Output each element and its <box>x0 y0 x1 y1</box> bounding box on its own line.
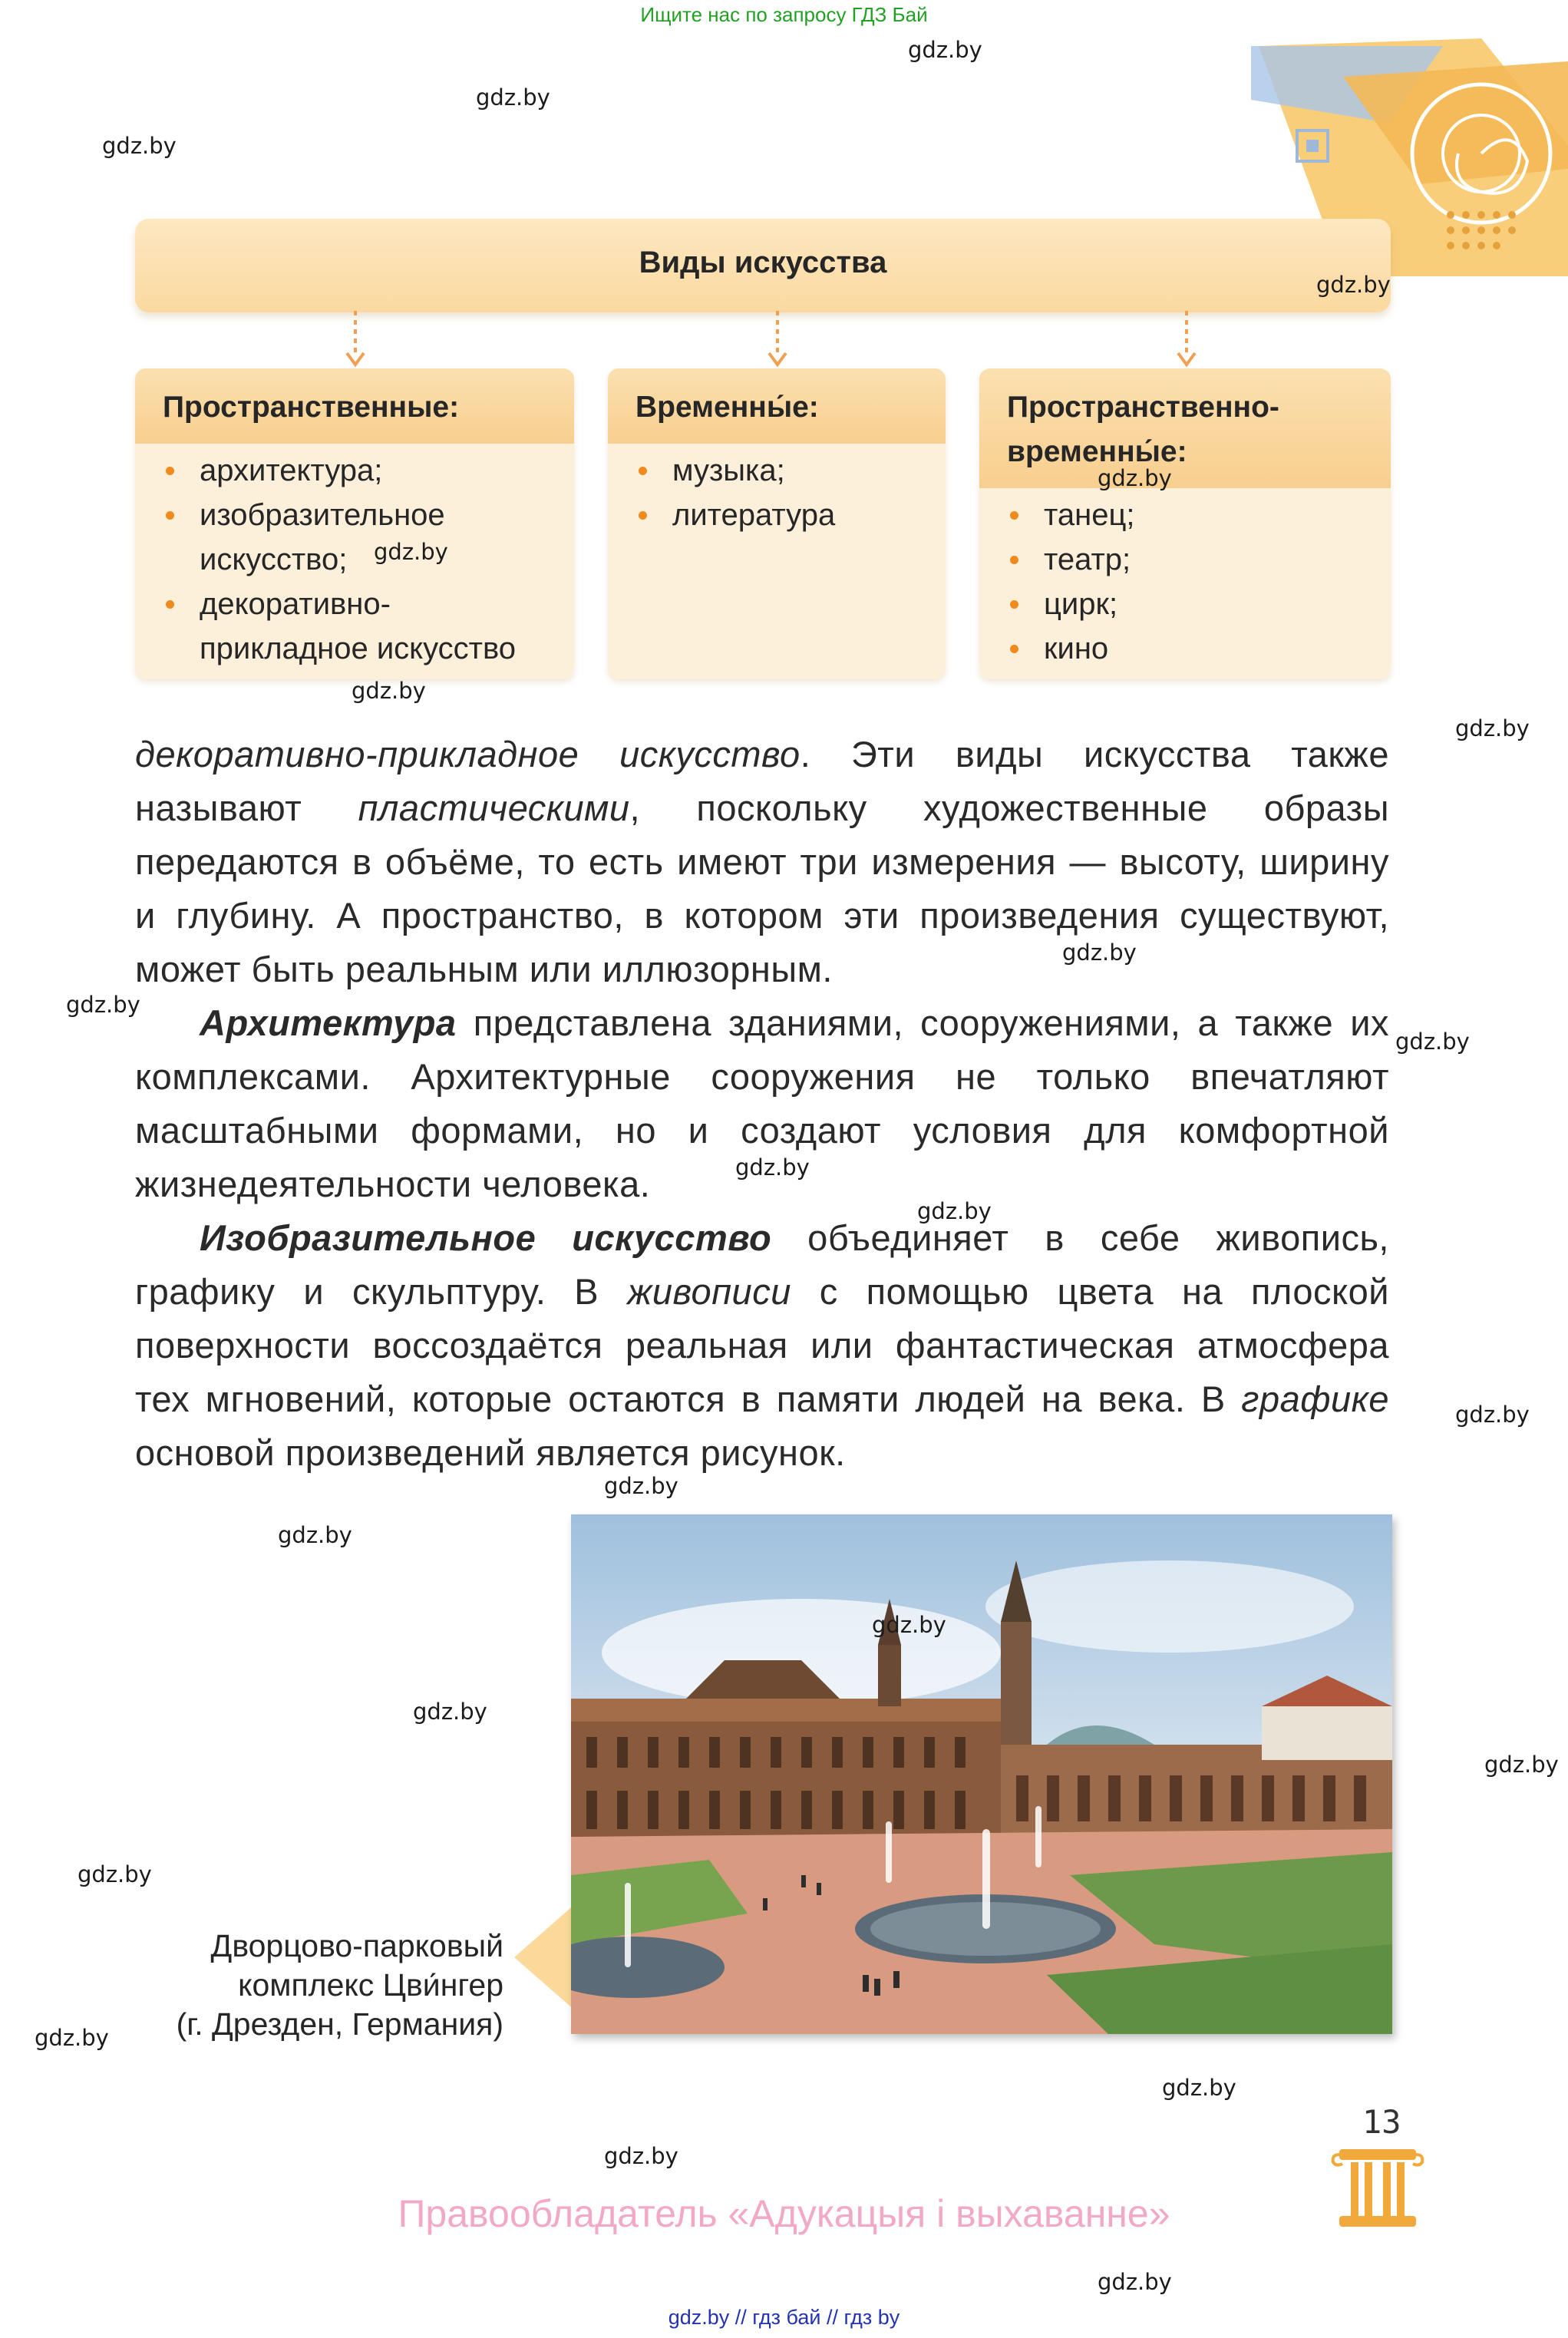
photo-caption <box>135 1927 503 2044</box>
scheme-title: Виды искусства <box>639 246 887 279</box>
list-item: декоративно-прикладное искусство <box>163 582 559 671</box>
text-span: . Эти виды искусства также называют <box>135 734 1390 828</box>
watermark: gdz.by <box>1162 2075 1236 2101</box>
list-item: театр; <box>1007 537 1375 582</box>
watermark: gdz.by <box>1484 1752 1559 1778</box>
watermark: gdz.by <box>908 37 982 63</box>
paragraph-fine-arts <box>135 1211 1389 1480</box>
term-graphics: графике <box>1241 1379 1389 1419</box>
term-painting: живописи <box>627 1271 791 1312</box>
card-list <box>608 444 946 537</box>
card-heading: Пространственные: <box>135 368 574 444</box>
arrow-down-icon <box>766 311 789 372</box>
watermark: gdz.by <box>35 2025 109 2051</box>
term-decorative: декоративно-прикладное искусство <box>135 734 801 774</box>
footer-links[interactable]: gdz.by // гдз бай // гдз by <box>668 2306 900 2329</box>
watermark: gdz.by <box>1062 939 1137 966</box>
copyright-notice: Правообладатель «Адукацыя і выхаванне» <box>398 2192 1170 2235</box>
zwinger-photo <box>571 1514 1392 2034</box>
term-architecture: Архитектура <box>200 1002 457 1043</box>
watermark: gdz.by <box>374 539 448 565</box>
page-number: 13 <box>1362 2103 1401 2141</box>
arrow-down-icon <box>344 311 367 372</box>
watermark: gdz.by <box>1455 715 1530 741</box>
list-item: архитектура; <box>163 448 559 493</box>
list-item: танец; <box>1007 493 1375 537</box>
watermark: gdz.by <box>1316 272 1391 298</box>
watermark: gdz.by <box>1395 1029 1470 1055</box>
watermark: gdz.by <box>66 992 140 1018</box>
card-list <box>979 488 1391 671</box>
watermark: gdz.by <box>917 1198 992 1224</box>
list-item: изобразительное искусство; <box>163 493 559 582</box>
search-hint: Ищите нас по запросу ГДЗ Бай <box>640 3 928 26</box>
term-fine-arts: Изобразительное искусство <box>200 1217 772 1258</box>
scheme-card-spatial <box>135 368 574 679</box>
watermark: gdz.by <box>102 133 177 159</box>
list-item: литература <box>635 493 930 537</box>
watermark: gdz.by <box>604 2143 678 2169</box>
watermark: gdz.by <box>1455 1402 1530 1428</box>
caption-line: Дворцово-парковый <box>210 1928 503 1963</box>
card-list <box>135 444 574 671</box>
scheme-card-temporal <box>608 368 946 679</box>
watermark: gdz.by <box>352 678 426 704</box>
caption-line: (г. Дрезден, Германия) <box>176 2006 503 2042</box>
list-item: кино <box>1007 626 1375 671</box>
caption-pointer <box>514 1896 576 2019</box>
term-plastic: пластическими <box>358 788 630 828</box>
scheme-card-spatiotemporal <box>979 368 1391 679</box>
card-heading: Пространственно-временны́е: <box>979 368 1391 488</box>
watermark: gdz.by <box>476 84 550 111</box>
card-heading: Временны́е: <box>608 368 946 444</box>
text-span: основой произведений является рисунок. <box>135 1432 846 1473</box>
caption-line: комплекс Цви́нгер <box>238 1967 503 2003</box>
watermark: gdz.by <box>604 1473 678 1499</box>
text-span: представлена зданиями, сооружениями, а также их комплексами. Архитектурные сооружения не только впечатляют масштабными формами, но и создают условия для комфортной жизнедеятельности человека. <box>135 1002 1389 1204</box>
list-item: цирк; <box>1007 582 1375 626</box>
watermark: gdz.by <box>1098 465 1172 491</box>
arrow-down-icon <box>1175 311 1198 372</box>
watermark: gdz.by <box>1098 2269 1172 2295</box>
watermark: gdz.by <box>735 1154 810 1181</box>
watermark: gdz.by <box>413 1699 487 1725</box>
watermark: gdz.by <box>872 1612 946 1638</box>
watermark: gdz.by <box>78 1861 152 1887</box>
paragraph-plastic-arts <box>135 728 1389 996</box>
watermark: gdz.by <box>278 1522 352 1548</box>
text-span: , поскольку художественные образы передаются в объёме, то есть имеют три измерения — высоту, ширину и глубину. А пространство, в котором эти произведения существуют, может быть реальным или иллюзорным. <box>135 788 1389 989</box>
text-span: объединяет в себе живопись, графику и скульптуру. В <box>135 1217 1389 1312</box>
text-span: с помощью цвета на плоской поверхности воссоздаётся реальная или фантастическая атмосфера тех мгновений, которые остаются в памяти людей на века. В <box>135 1271 1390 1419</box>
list-item: музыка; <box>635 448 930 493</box>
